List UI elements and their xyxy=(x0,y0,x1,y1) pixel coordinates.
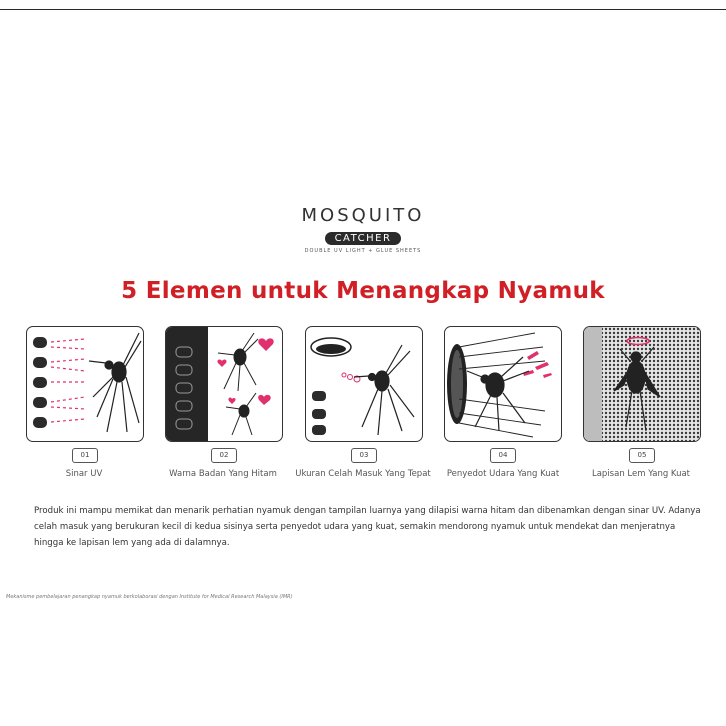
element-number: 02 xyxy=(211,448,237,463)
description-paragraph: Produk ini mampu memikat dan menarik perhatian nyamuk dengan tampilan luarnya yang dilapisi warna hitam dan dibenamkan dengan sinar UV. Adanya celah masuk yang berukuran kecil di kedua sisinya serta penyedot udara yang kuat, semakin mendorong nyamuk untuk mendekat dan menjeratnya hingga ke lapisan lem yang ada di dalamnya. xyxy=(34,506,701,548)
top-divider xyxy=(0,9,726,10)
glue-mesh-icon xyxy=(584,327,700,441)
element-caption: Ukuran Celah Masuk Yang Tepat xyxy=(295,469,431,479)
panel-entry-gap xyxy=(305,326,423,442)
element-number: 04 xyxy=(490,448,516,463)
panel-suction xyxy=(444,326,562,442)
element-caption: Lapisan Lem Yang Kuat xyxy=(591,469,691,479)
brand-name: MOSQUITO xyxy=(301,205,425,226)
mosquito-icon xyxy=(218,333,258,435)
brand-logo xyxy=(0,205,726,254)
mosquito-icon xyxy=(354,345,414,435)
uv-light-icon xyxy=(27,327,143,441)
brand-badge: CATCHER xyxy=(325,232,402,245)
panel-black-body xyxy=(165,326,283,442)
element-caption: Penyedot Udara Yang Kuat xyxy=(446,469,560,479)
panel-uv-light xyxy=(26,326,144,442)
brand-tagline: DOUBLE UV LIGHT + GLUE SHEETS xyxy=(304,248,422,254)
mosquito-icon xyxy=(467,357,529,431)
element-caption: Warna Badan Yang Hitam xyxy=(169,469,277,479)
element-number: 01 xyxy=(72,448,98,463)
element-caption: Sinar UV xyxy=(65,469,103,479)
panel-glue-layer xyxy=(583,326,701,442)
headline: 5 Elemen untuk Menangkap Nyamuk xyxy=(121,278,605,304)
air-intake-icon xyxy=(445,327,561,441)
element-number: 03 xyxy=(351,448,377,463)
element-number: 05 xyxy=(629,448,655,463)
footnote: Mekanisme pembelajaran penangkap nyamuk berkolaborasi dengan Institute for Medical Research Malaysia (IMR) xyxy=(6,594,293,600)
mosquito-icon xyxy=(89,333,141,432)
heart-icon xyxy=(217,338,273,405)
